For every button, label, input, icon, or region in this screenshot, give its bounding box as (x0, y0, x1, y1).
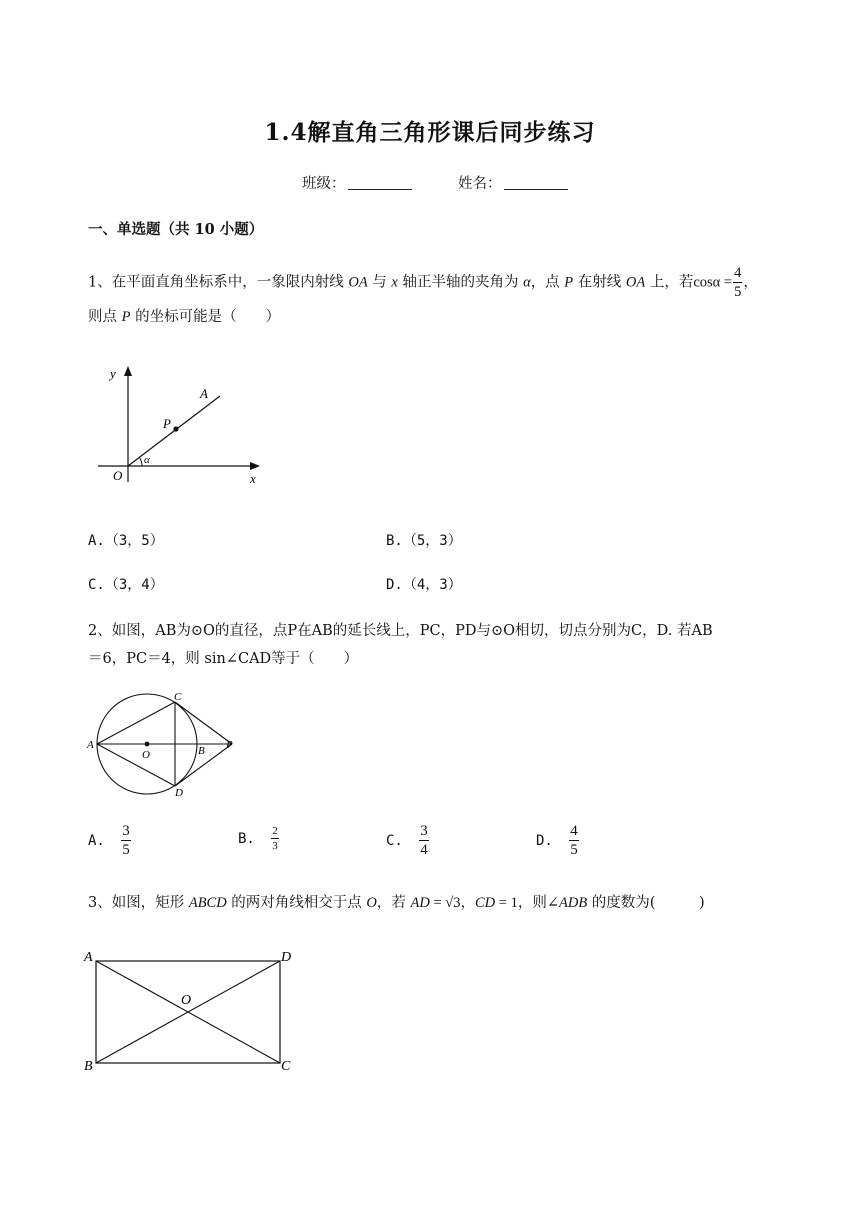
q3-text: 如图，矩形 (111, 895, 189, 911)
option-fraction (569, 824, 579, 858)
q1-p: P (564, 274, 574, 291)
q1-text: 则点 (88, 309, 122, 325)
q1-text: 在射线 (573, 274, 626, 291)
fraction-denominator: 3 (272, 840, 278, 852)
fraction-numerator: 4 (570, 823, 578, 839)
q2-option-c[interactable] (386, 824, 429, 858)
section-heading: 一、单选题（共 10 小题） (88, 221, 264, 238)
q1-oa: OA (625, 274, 646, 291)
q3-text: ， (460, 895, 475, 911)
fraction-denominator: 5 (734, 283, 742, 300)
point-a-label: A (87, 739, 94, 751)
option-fraction (271, 826, 279, 852)
q3-adb: ADB (559, 895, 588, 911)
angle-alpha-label: α (144, 454, 150, 466)
question-3-line1 (88, 892, 788, 914)
q1-text: 轴正半轴的夹角为 (397, 274, 524, 291)
option-letter: D. (536, 833, 553, 849)
option-fraction (419, 824, 429, 858)
class-label: 班级： (302, 176, 346, 192)
question-1-line2 (88, 306, 280, 328)
q3-figure-rectangle (82, 946, 300, 1076)
q3-abcd: ABCD (188, 895, 227, 911)
question-number: 1、 (88, 274, 112, 291)
q1-text: 在平面直角坐标系中，一象限内射线 (111, 274, 349, 291)
q3-text: ，若 (376, 895, 411, 911)
question-2-line1 (88, 620, 788, 642)
class-field (302, 172, 412, 193)
q3-ad: AD (410, 895, 430, 911)
q1-fraction (733, 266, 742, 299)
point-a-label: A (84, 950, 93, 965)
q1-text: 上，若 (645, 274, 694, 291)
origin-label: O (113, 468, 123, 483)
q3-text: ，则∠ (517, 895, 559, 911)
q1-option-d[interactable]: D.（4，3） (386, 577, 462, 593)
point-b-label: B (84, 1059, 93, 1074)
point-p-label: P (163, 416, 171, 431)
option-fraction (121, 824, 131, 858)
q1-cos: cosα = (693, 274, 733, 291)
question-number: 3、 (88, 895, 112, 911)
point-c-label: C (281, 1059, 291, 1074)
q1-figure-coordinate-ray (90, 362, 270, 488)
q1-comma: ， (743, 274, 758, 291)
point-d-label: D (175, 787, 183, 799)
q1-text: ，点 (530, 274, 565, 291)
point-p-label: P (226, 739, 233, 751)
name-label: 姓名： (458, 176, 502, 192)
fraction-numerator: 3 (122, 823, 130, 839)
question-2-line2: ＝6，PC＝4，则 sin∠CAD等于（ ） (88, 651, 359, 667)
class-blank[interactable] (348, 175, 412, 190)
point-c-label: C (174, 691, 182, 703)
fraction-numerator: 4 (734, 265, 742, 281)
q1-oa: OA (348, 274, 368, 291)
q3-text: 的度数为( ) (587, 895, 705, 911)
question-number: 2、 (88, 623, 112, 639)
q1-text: 的坐标可能是（ ） (130, 309, 281, 325)
fraction-denominator: 5 (570, 842, 578, 858)
q2-figure-circle-tangents (86, 690, 246, 800)
name-blank[interactable] (504, 175, 568, 190)
q3-eq: = 1 (495, 895, 518, 911)
page-title: 1.4解直角三角形课后同步练习 (264, 119, 596, 146)
q2-text: 如图，AB为⊙O的直径，点P在AB的延长线上，PC，PD与⊙O相切，切点分别为C，D. 若AB (111, 623, 713, 639)
option-letter: A. (88, 833, 105, 849)
q1-option-a[interactable]: A.（3，5） (88, 533, 164, 549)
q1-p: P (121, 309, 131, 325)
q2-option-a[interactable] (88, 824, 131, 858)
fraction-denominator: 5 (122, 842, 130, 858)
question-1-line1 (88, 266, 788, 299)
fraction-numerator: 2 (272, 825, 278, 837)
q2-option-b[interactable] (238, 826, 279, 852)
fraction-numerator: 3 (420, 823, 428, 839)
q3-eq: = √3 (429, 895, 461, 911)
q1-option-c[interactable]: C.（3，4） (88, 577, 164, 593)
q1-text: 与 (367, 274, 392, 291)
point-o-label: O (181, 993, 192, 1008)
point-d-label: D (281, 950, 292, 965)
q1-option-b[interactable]: B.（5，3） (386, 533, 462, 549)
x-axis-label: x (250, 471, 256, 486)
point-a-label: A (200, 386, 208, 401)
point-b-label: B (198, 745, 205, 757)
point-o-label: O (142, 749, 150, 761)
q3-text: 的两对角线相交于点 (226, 895, 367, 911)
option-letter: B. (238, 831, 255, 847)
y-axis-label: y (110, 366, 116, 381)
q1-alpha: α (523, 274, 531, 291)
name-field (458, 172, 568, 193)
q2-option-d[interactable] (536, 824, 579, 858)
option-letter: C. (386, 833, 403, 849)
q3-o: O (366, 895, 377, 911)
q1-x: x (391, 274, 398, 291)
q3-cd: CD (475, 895, 496, 911)
fraction-denominator: 4 (420, 842, 428, 858)
